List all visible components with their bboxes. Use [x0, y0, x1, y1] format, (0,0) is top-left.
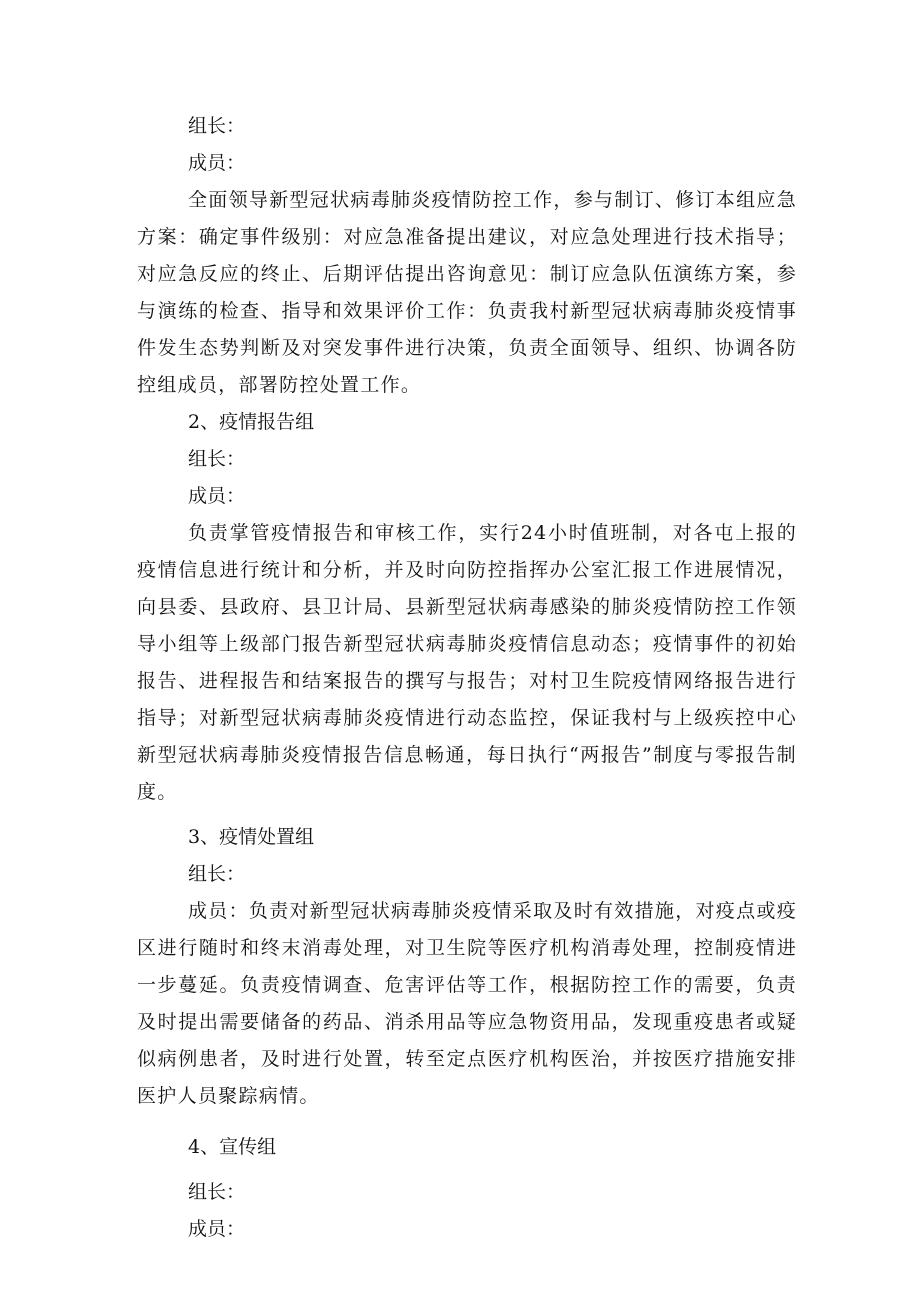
document-body: [137, 108, 797, 1248]
group2-leader-label: 组长：: [188, 448, 246, 470]
group2-description: 负责掌管疫情报告和审核工作，实行24小时值班制，对各屯上报的疫情信息进行统计和分析，并及时向防控指挥办公室汇报工作进展情况，向县委、县政府、县卫计局、县新型冠状病毒感染的肺炎疫情防控工作领导小组等上级部门报告新型冠状病毒肺炎疫情信息动态；疫情事件的初始报告、进程报告和结案报告的撰写与报告；对村卫生院疫情网络报告进行指导；对新型冠状病毒肺炎疫情进行动态监控，保证我村与上级疾控中心新型冠状病毒肺炎疫情报告信息畅通，每日执行“两报告”制度与零报告制度。: [137, 522, 797, 803]
group2-members-label: 成员：: [188, 485, 246, 507]
group2-heading: 2、疫情报告组: [188, 411, 315, 433]
group1-members-label: 成员：: [188, 152, 246, 174]
group3-members-description: 成员：负责对新型冠状病毒肺炎疫情采取及时有效措施，对疫点或疫区进行随时和终末消毒处理，对卫生院等医疗机构消毒处理，控制疫情进一步蔓延。负责疫情调查、危害评估等工作，根据防控工作的需要，负责及时提出需要储备的药品、消杀用品等应急物资用品，发现重疫患者或疑似病例患者，及时进行处置，转至定点医疗机构医治，并按医疗措施安排医护人员聚踪病情。: [137, 900, 798, 1107]
group4-leader-label: 组长：: [188, 1181, 246, 1203]
group1-leader-label: 组长：: [188, 115, 246, 137]
group3-heading: 3、疫情处置组: [188, 826, 315, 848]
group1-description: 全面领导新型冠状病毒肺炎疫情防控工作，参与制订、修订本组应急方案：确定事件级别：对应急准备提出建议，对应急处理进行技术指导；对应急反应的终止、后期评估提出咨询意见：制订应急队伍演练方案，参与演练的检查、指导和效果评价工作：负责我村新型冠状病毒肺炎疫情事件发生态势判断及对突发事件进行决策，负责全面领导、组织、协调各防控组成员，部署防控处置工作。: [137, 189, 798, 396]
spacer: [137, 1166, 797, 1174]
spacer: [137, 1115, 797, 1129]
group3-leader-label: 组长：: [188, 863, 246, 885]
group4-heading: 4、宣传组: [188, 1136, 277, 1158]
group4-members-label: 成员：: [188, 1218, 246, 1240]
spacer: [137, 811, 797, 819]
